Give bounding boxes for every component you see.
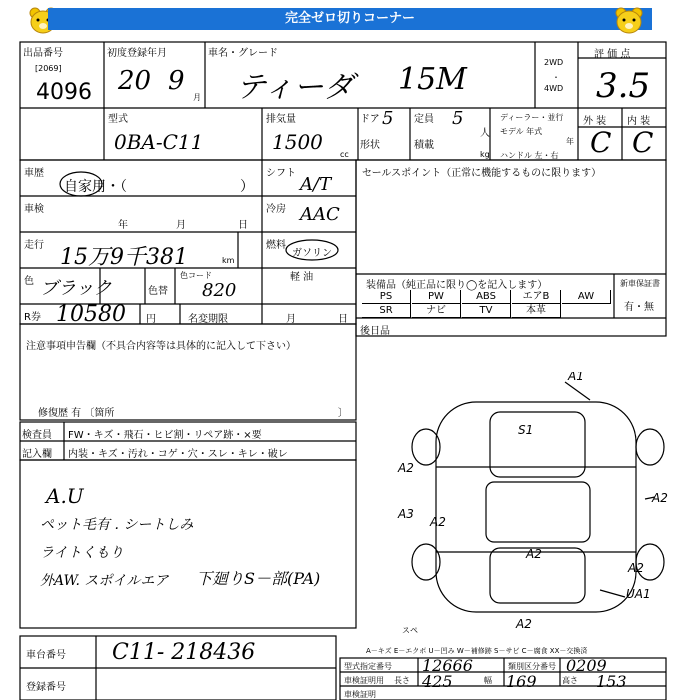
- model-year-label: モデル 年式: [500, 127, 543, 136]
- lot-number: 4096: [36, 80, 92, 105]
- circle-mark-icon: [58, 170, 104, 198]
- equipment-item: TV: [462, 304, 511, 318]
- type-label: 型式: [108, 114, 128, 125]
- color-change-label: 色替: [148, 286, 168, 297]
- deadline-label: 名変期限: [188, 314, 228, 325]
- lot-sub: [2069]: [35, 64, 62, 73]
- drive-2wd: 2WD: [544, 58, 564, 67]
- damage-mark: A2: [398, 461, 414, 475]
- length-value: 425: [422, 672, 453, 691]
- shift-label: シフト: [266, 168, 296, 179]
- interior-label: 内 装: [627, 116, 651, 127]
- height-label: 高さ: [562, 676, 578, 685]
- damage-mark: A1: [568, 372, 584, 383]
- equipment-item: エアB: [512, 290, 561, 304]
- exterior-label: 外 装: [583, 116, 607, 127]
- later-items-label: 後日品: [360, 326, 390, 337]
- inspection-month: 月: [176, 220, 186, 231]
- checker-row-2: 内装・キズ・汚れ・コゲ・穴・スレ・キレ・破レ: [68, 449, 288, 460]
- equipment-item: SR: [362, 304, 411, 318]
- shape-label: 形状: [360, 140, 380, 151]
- recycle-unit: 円: [146, 314, 156, 325]
- mileage-unit: km: [222, 256, 235, 265]
- fuel-diesel: 軽 油: [290, 272, 314, 283]
- mileage-value: 15万9千381: [60, 245, 188, 270]
- door-label: ドア: [360, 114, 380, 125]
- inspection-year: 年: [118, 220, 128, 231]
- car-diagram: [390, 372, 680, 630]
- mileage-label: 走行: [24, 240, 44, 251]
- deadline-month: 月: [286, 314, 296, 325]
- cc-value: 1500: [272, 130, 323, 154]
- deadline-day: 日: [338, 314, 348, 325]
- color-label: 色: [24, 276, 34, 287]
- damage-mark: UA1: [626, 587, 651, 601]
- damage-mark: A2: [526, 547, 542, 561]
- type-cert-label: 型式指定番号: [344, 662, 392, 671]
- width-label: 幅: [484, 676, 492, 685]
- width-value: 169: [506, 672, 537, 691]
- damage-mark: A2: [516, 617, 532, 630]
- cc-label: 排気量: [266, 114, 296, 125]
- model-name: ティーダ: [236, 70, 354, 105]
- smell-label: スペ: [402, 626, 418, 635]
- model-label: 車名・グレード: [208, 48, 278, 59]
- warranty-label: 新車保証書: [620, 279, 660, 288]
- note-line-5: 下廻りS－部(PA): [196, 569, 321, 588]
- repair-close: 〕: [338, 408, 348, 419]
- equipment-item: ナビ: [412, 304, 461, 318]
- equipment-item: 本革: [512, 304, 561, 318]
- shift-value: A/T: [300, 174, 332, 195]
- damage-mark: S1: [518, 423, 534, 437]
- notes-label: 注意事項申告欄（不具合内容等は具体的に記入して下さい）: [26, 341, 296, 352]
- drive-dot: ・: [552, 73, 560, 82]
- entry-label: 記入欄: [22, 449, 52, 460]
- color-code-value: 820: [202, 280, 237, 301]
- class-label: 類別区分番号: [508, 662, 556, 671]
- damage-mark: A2: [430, 515, 446, 529]
- inspection-label: 車検: [24, 204, 44, 215]
- registration-label: 登録番号: [26, 682, 66, 693]
- dealer-label: ディーラー・並行: [500, 113, 564, 122]
- circle-mark-icon: [284, 238, 340, 262]
- interior-score: C: [632, 126, 654, 159]
- load-label: 積載: [414, 140, 434, 151]
- history-value: 自家用・（: [64, 179, 127, 195]
- score-value: 3.5: [596, 66, 651, 106]
- fuel-label: 燃料: [266, 240, 286, 251]
- chassis-value: C11- 218436: [112, 640, 256, 665]
- fuel-gasoline: ガソリン: [292, 248, 332, 259]
- load-unit: kg: [480, 150, 490, 159]
- checker-row-1: FW・キズ・飛石・ヒビ割・リペア跡・×要: [68, 430, 262, 441]
- inspection-day: 日: [238, 220, 248, 231]
- color-value: ブラック: [40, 278, 112, 299]
- cert-label: 車検証明用: [344, 676, 384, 685]
- cc-unit: cc: [340, 150, 349, 159]
- equipment-item: PW: [412, 290, 461, 304]
- capacity-value: 5: [452, 108, 464, 129]
- legend: A－キズ E－エクボ U－凹み W－補修跡 S－サビ C－腐食 XX－交換済: [366, 647, 588, 655]
- history-label: 車歴: [24, 168, 44, 179]
- height-value: 153: [596, 672, 627, 691]
- checker-label: 検査員: [22, 430, 52, 441]
- equipment-item: AW: [562, 290, 611, 304]
- color-code-label: 色コード: [180, 271, 212, 280]
- note-line-3: ライトくもり: [40, 545, 124, 561]
- lot-label: 出品番号: [23, 48, 63, 59]
- equipment-label: 装備品（純正品に限り◯を記入します）: [366, 280, 548, 291]
- length-label: 長さ: [394, 676, 410, 685]
- sales-point-label: セールスポイント（正常に機能するものに限ります）: [362, 168, 602, 179]
- drive-4wd: 4WD: [544, 84, 564, 93]
- reg-month: 9: [168, 66, 185, 96]
- cert-sub: 車検証明: [344, 690, 376, 699]
- note-line-1: A.U: [46, 484, 84, 508]
- header-title: 完全ゼロ切りコーナー: [48, 8, 652, 30]
- recycle-label: R券: [24, 312, 41, 323]
- grade: 15M: [398, 62, 467, 97]
- history-close: ）: [240, 179, 254, 195]
- reg-year: 20: [118, 66, 152, 96]
- handle-label: ハンドル 左・右: [500, 151, 559, 160]
- equipment-grid: [362, 290, 612, 318]
- damage-mark: A2: [628, 561, 644, 575]
- damage-mark: A2: [652, 491, 668, 505]
- recycle-value: 10580: [56, 302, 126, 327]
- equipment-item: PS: [362, 290, 411, 304]
- exterior-score: C: [590, 126, 612, 159]
- reg-label: 初度登録年月: [107, 48, 167, 59]
- repair-label: 修復歴 有 〔箇所: [38, 408, 115, 419]
- note-line-4: 外AW. スポイルエア: [40, 573, 169, 589]
- capacity-label: 定員: [414, 114, 434, 125]
- model-year-unit: 年: [566, 137, 574, 146]
- type-value: 0BA-C11: [114, 130, 204, 154]
- ac-value: AAC: [300, 204, 340, 225]
- warranty-value: 有・無: [624, 302, 654, 313]
- capacity-unit: 人: [480, 128, 490, 139]
- note-line-2: ペット毛有 . シートしみ: [40, 517, 194, 533]
- type-cert-value: 12666: [422, 656, 473, 675]
- score-label: 評 価 点: [594, 49, 631, 60]
- class-value: 0209: [566, 656, 607, 675]
- damage-mark: A3: [398, 507, 414, 521]
- door-value: 5: [382, 108, 394, 129]
- ac-label: 冷房: [266, 204, 286, 215]
- reg-month-unit: 月: [193, 93, 201, 102]
- equipment-item: ABS: [462, 290, 511, 304]
- chassis-label: 車台番号: [26, 650, 66, 661]
